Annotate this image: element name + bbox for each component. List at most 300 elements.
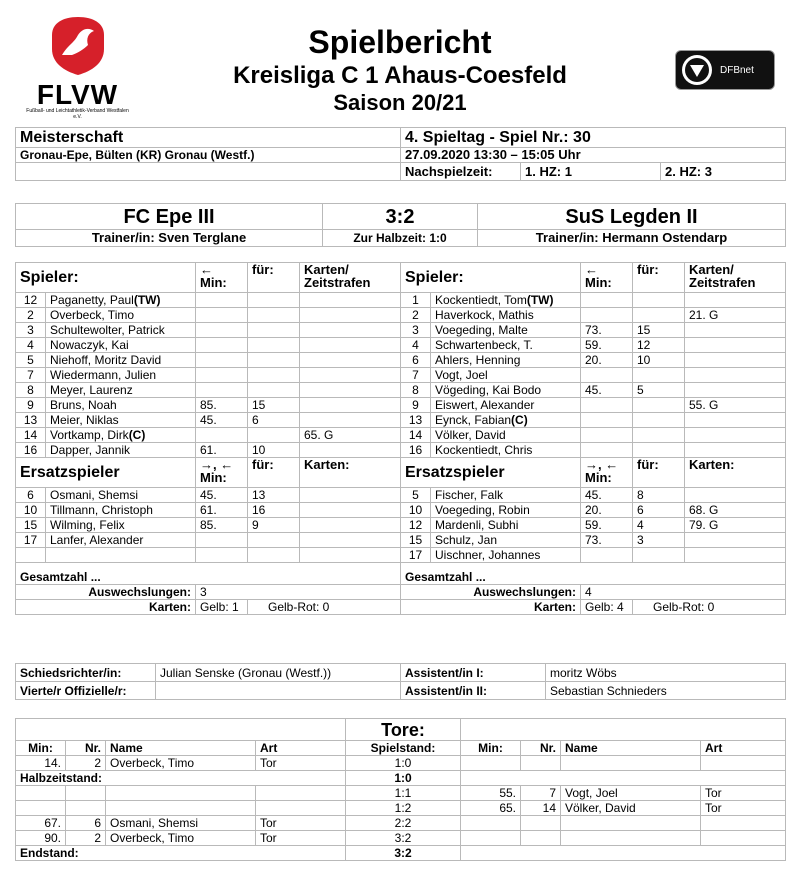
player-name-text: Schultewolter, Patrick [50,323,165,337]
home-totals-label: Gesamtzahl ... [16,563,401,585]
player-row [16,533,786,548]
goals-header-name-away: Name [561,741,701,756]
final-score-value: 3:2 [346,846,461,861]
assistant1-name: moritz Wöbs [546,664,786,682]
card-entry [300,518,401,533]
halftime-score: Zur Halbzeit: 1:0 [323,230,478,247]
sub-for-number [248,338,300,353]
sub-minute [196,368,248,383]
player-row [16,443,786,458]
player-name-text: Fischer, Falk [435,488,504,502]
player-name-text: Vogt, Joel [435,368,488,382]
home-goal-scorer [106,801,256,816]
player-name [46,383,196,398]
player-name [431,368,581,383]
sub-minute [581,308,633,323]
player-row [16,518,786,533]
score-table [15,203,786,247]
card-entry [685,443,786,458]
home-goal-scorer: Overbeck, Timo [106,756,256,771]
lineup-table [15,262,786,615]
sub-for-number [633,368,685,383]
away-min-header [581,458,633,488]
sub-minute [581,413,633,428]
away-goal-scorer [561,756,701,771]
home-goal-scorer: Osmani, Shemsi [106,816,256,831]
home-cards-header: Karten: [300,458,401,488]
away-totals-label: Gesamtzahl ... [401,563,786,585]
player-number: 17 [16,533,46,548]
goals-header-name: Name [106,741,256,756]
player-name-text: Vortkamp, Dirk [50,428,129,442]
card-entry [300,293,401,308]
penalties-label: Zeitstrafen [304,275,371,290]
officials-table [15,663,786,700]
player-number: 2 [401,308,431,323]
card-entry: 68. G [685,503,786,518]
sub-minute [196,308,248,323]
player-name [431,308,581,323]
player-name-text: Wilming, Felix [50,518,125,532]
goal-score: 1:0 [346,756,461,771]
player-name-text: Vögeding, Kai Bodo [435,383,542,397]
away-goal-type: Tor [701,801,786,816]
sub-for-number: 4 [633,518,685,533]
sub-for-number: 16 [248,503,300,518]
player-name [46,533,196,548]
dfbnet-logo [675,50,775,90]
player-name [46,323,196,338]
home-subs-count: 3 [196,585,401,600]
card-entry [300,488,401,503]
player-number: 6 [16,488,46,503]
sub-minute: 73. [581,323,633,338]
card-entry [685,293,786,308]
player-name-text: Tillmann, Christoph [50,503,153,517]
away-goal-type [701,816,786,831]
player-number: 16 [401,443,431,458]
home-goal-number: 2 [66,831,106,846]
sub-minute [196,548,248,563]
min-arrow: ← [200,262,213,277]
player-number: 7 [16,368,46,383]
sub-for-number [633,308,685,323]
empty-cell [461,771,786,786]
player-number: 16 [16,443,46,458]
player-name-text: Wiedermann, Julien [50,368,157,382]
lineups-section [15,262,785,615]
sub-for-number [633,398,685,413]
player-name [431,323,581,338]
sub-minute [581,398,633,413]
away-players-heading: Spieler: [401,263,581,293]
sub-minute [196,353,248,368]
home-fuer-header: für: [248,263,300,293]
home-yellowred-count: Gelb-Rot: 0 [248,600,401,615]
sub-minute [196,338,248,353]
away-min-header [581,263,633,293]
home-goal-minute [16,801,66,816]
home-cards-label: Karten: [16,600,196,615]
player-name [46,443,196,458]
card-entry [685,488,786,503]
goal-row [16,801,786,816]
subs-header-row [16,458,786,488]
league-title: Kreisliga C 1 Ahaus-Coesfeld [233,62,567,89]
player-name [46,338,196,353]
sub-for-number [248,293,300,308]
card-entry [300,413,401,428]
cards-label: Karten/ [689,262,734,277]
player-number: 10 [401,503,431,518]
player-name [431,518,581,533]
player-name [46,308,196,323]
card-entry [685,413,786,428]
home-goal-type: Tor [256,756,346,771]
min-arrow: →, ← [585,457,619,472]
card-entry [685,323,786,338]
player-number: 5 [401,488,431,503]
player-name [46,398,196,413]
home-team-name: FC Epe III [16,204,323,230]
sub-for-number [633,443,685,458]
away-yellow-count: Gelb: 4 [581,600,633,615]
datetime-label: 27.09.2020 13:30 – 15:05 Uhr [401,148,786,163]
home-goal-number [66,801,106,816]
card-entry [685,368,786,383]
sub-for-number [248,533,300,548]
home-yellow-count: Gelb: 1 [196,600,248,615]
home-subs-label: Auswechslungen: [16,585,196,600]
card-entry: 79. G [685,518,786,533]
sub-for-number [633,548,685,563]
away-fuer-header: für: [633,263,685,293]
away-goal-minute: 55. [461,786,521,801]
player-name-text: Paganetty, Paul [50,293,134,307]
card-entry [300,323,401,338]
card-entry [685,533,786,548]
home-goal-number: 6 [66,816,106,831]
sub-for-number: 6 [248,413,300,428]
player-name-text: Meyer, Laurenz [50,383,133,397]
player-name-text: Overbeck, Timo [50,308,135,322]
card-entry [685,353,786,368]
player-name [46,413,196,428]
sub-minute: 45. [581,488,633,503]
goals-table [15,718,786,861]
player-name-text: Schulz, Jan [435,533,498,547]
away-goal-number: 14 [521,801,561,816]
goal-row [16,756,786,771]
card-entry: 55. G [685,398,786,413]
player-name-text: Voegeding, Malte [435,323,528,337]
player-number [16,548,46,563]
sub-minute [581,368,633,383]
sub-minute [196,428,248,443]
away-goal-type [701,831,786,846]
away-goal-minute [461,831,521,846]
player-number: 15 [16,518,46,533]
home-goal-type [256,801,346,816]
goals-header-min-away: Min: [461,741,521,756]
card-entry: 65. G [300,428,401,443]
player-row [16,338,786,353]
away-goal-number [521,831,561,846]
assistant2-name: Sebastian Schnieders [546,682,786,700]
away-goal-number: 7 [521,786,561,801]
flvw-logo [25,15,130,120]
away-goal-minute [461,816,521,831]
sub-for-number: 10 [633,353,685,368]
player-number: 9 [401,398,431,413]
away-goal-type [701,756,786,771]
player-name [46,353,196,368]
card-entry [685,383,786,398]
player-row [16,368,786,383]
penalties-label: Zeitstrafen [689,275,756,290]
player-name [431,548,581,563]
player-role-tag: (TW) [526,293,554,307]
card-entry [685,338,786,353]
empty-cell [461,846,786,861]
competition-label: Meisterschaft [16,128,401,148]
fourth-official-name [156,682,401,700]
player-role-tag: (C) [511,413,528,427]
player-number: 17 [401,548,431,563]
player-row [16,383,786,398]
assistant2-label: Assistent/in II: [401,682,546,700]
home-goal-scorer: Overbeck, Timo [106,831,256,846]
sub-minute [581,548,633,563]
card-entry [300,353,401,368]
away-subs-label: Auswechslungen: [401,585,581,600]
matchday-label: 4. Spieltag - Spiel Nr.: 30 [401,128,786,148]
home-min-header [196,458,248,488]
season-title: Saison 20/21 [333,90,467,115]
goals-header-art-away: Art [701,741,786,756]
card-entry [685,428,786,443]
player-name-text: Haverkock, Mathis [435,308,534,322]
dfbnet-logo-text: DFBnet [720,64,754,76]
goals-title: Tore: [346,719,461,741]
sub-for-number: 10 [248,443,300,458]
totals-cards-row [16,600,786,615]
player-name [46,503,196,518]
player-name-text: Lanfer, Alexander [50,533,144,547]
card-entry [300,308,401,323]
player-number: 12 [401,518,431,533]
sub-for-number: 9 [248,518,300,533]
player-name-text: Ahlers, Henning [435,353,521,367]
player-name-text: Voegeding, Robin [435,503,530,517]
away-yellowred-count: Gelb-Rot: 0 [633,600,786,615]
min-label: Min: [585,470,612,485]
player-number: 6 [401,353,431,368]
extra-time-second-half: 2. HZ: 3 [661,163,786,181]
player-name [431,398,581,413]
player-name-text: Mardenli, Subhi [435,518,519,532]
home-subs-heading: Ersatzspieler [16,458,196,488]
sub-minute [196,383,248,398]
away-coach: Trainer/in: Hermann Ostendarp [478,230,786,247]
player-number: 3 [16,323,46,338]
player-name [431,353,581,368]
player-row [16,488,786,503]
card-entry [685,548,786,563]
cards-label: Karten/ [304,262,349,277]
sub-minute: 61. [196,443,248,458]
card-entry [300,503,401,518]
sub-for-number [248,548,300,563]
player-name-text: Schwartenbeck, T. [435,338,533,352]
away-goal-minute: 65. [461,801,521,816]
player-number: 5 [16,353,46,368]
player-name-text: Dapper, Jannik [50,443,131,457]
assistant1-label: Assistent/in I: [401,664,546,682]
sub-minute: 45. [581,383,633,398]
away-goal-scorer [561,831,701,846]
away-goal-number [521,756,561,771]
sub-for-number: 15 [633,323,685,338]
player-number: 3 [401,323,431,338]
away-team-name: SuS Legden II [478,204,786,230]
player-row [16,428,786,443]
sub-for-number [633,428,685,443]
card-entry [300,368,401,383]
sub-for-number: 5 [633,383,685,398]
player-row [16,308,786,323]
flvw-logo-subtext: Fußball- und Leichtathletik-Verband Westfalen e.V. [26,108,129,120]
away-cards-label: Karten: [401,600,581,615]
away-goal-minute [461,756,521,771]
player-name [431,443,581,458]
player-number: 10 [16,503,46,518]
goals-header-score: Spielstand: [346,741,461,756]
sub-for-number [633,413,685,428]
away-goal-scorer [561,816,701,831]
sub-minute: 20. [581,353,633,368]
sub-minute: 59. [581,338,633,353]
extra-time-label: Nachspielzeit: [401,163,521,181]
sub-minute [581,293,633,308]
player-number: 12 [16,293,46,308]
away-subs-heading: Ersatzspieler [401,458,581,488]
totals-header-row [16,563,786,585]
home-cards-header [300,263,401,293]
player-name-text: Meier, Niklas [50,413,119,427]
player-row [16,398,786,413]
min-label: Min: [585,275,612,290]
goal-score: 3:2 [346,831,461,846]
home-goal-minute: 90. [16,831,66,846]
player-name [431,338,581,353]
card-entry [300,548,401,563]
sub-minute: 73. [581,533,633,548]
sub-minute [196,323,248,338]
player-number: 13 [401,413,431,428]
player-row [16,548,786,563]
player-name-text: Uischner, Johannes [435,548,541,562]
player-number: 1 [401,293,431,308]
card-entry [300,383,401,398]
sub-minute [196,533,248,548]
totals-subs-row [16,585,786,600]
player-name [431,383,581,398]
sub-minute: 85. [196,518,248,533]
away-subs-count: 4 [581,585,786,600]
player-name [431,428,581,443]
halftime-label: Halbzeitstand: [16,771,346,786]
card-entry [300,443,401,458]
card-entry: 21. G [685,308,786,323]
report-header [0,0,800,125]
min-arrow: ← [585,262,598,277]
venue-label: Gronau-Epe, Bülten (KR) Gronau (Westf.) [16,148,401,163]
sub-minute [196,293,248,308]
dfb-eagle-icon [680,53,714,87]
player-number: 14 [401,428,431,443]
player-number: 13 [16,413,46,428]
player-number: 2 [16,308,46,323]
sub-minute: 45. [196,413,248,428]
sub-for-number [248,353,300,368]
away-goal-scorer: Vogt, Joel [561,786,701,801]
sub-for-number [248,428,300,443]
away-goal-type: Tor [701,786,786,801]
final-row [16,846,786,861]
player-row [16,293,786,308]
player-name [46,293,196,308]
sub-for-number: 12 [633,338,685,353]
away-goal-number [521,816,561,831]
player-number: 7 [401,368,431,383]
final-label: Endstand: [16,846,346,861]
sub-for-number: 15 [248,398,300,413]
goal-score: 1:2 [346,801,461,816]
player-name [431,413,581,428]
flvw-logo-text: FLVW [36,79,119,110]
home-fuer-header: für: [248,458,300,488]
sub-for-number [248,368,300,383]
home-goal-number: 2 [66,756,106,771]
halftime-row [16,771,786,786]
goal-score: 2:2 [346,816,461,831]
home-goal-minute: 67. [16,816,66,831]
home-goal-scorer [106,786,256,801]
sub-for-number [248,308,300,323]
player-name [46,368,196,383]
sub-for-number [248,323,300,338]
sub-minute: 20. [581,503,633,518]
home-coach: Trainer/in: Sven Terglane [16,230,323,247]
extra-time-first-half: 1. HZ: 1 [521,163,661,181]
sub-minute: 61. [196,503,248,518]
goals-header-nr-away: Nr. [521,741,561,756]
away-fuer-header: für: [633,458,685,488]
flvw-crest-icon [48,15,108,77]
min-label: Min: [200,275,227,290]
player-number: 14 [16,428,46,443]
player-row [16,353,786,368]
player-name [431,293,581,308]
player-name-text: Kockentiedt, Chris [435,443,533,457]
home-min-header [196,263,248,293]
player-name-text: Kockentiedt, Tom [435,293,527,307]
player-name-text: Völker, David [435,428,506,442]
player-role-tag: (C) [128,428,146,442]
player-name-text: Eynck, Fabian [435,413,512,427]
player-number: 4 [401,338,431,353]
